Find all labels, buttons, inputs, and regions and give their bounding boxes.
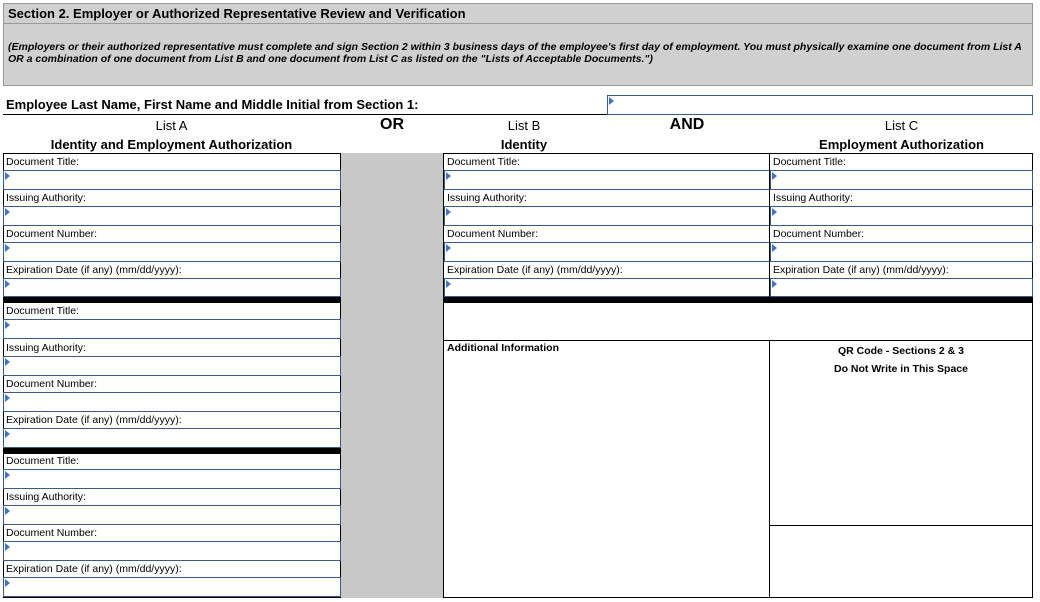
- or-divider-column: [341, 153, 443, 598]
- list-a-doc3-title-label: Document Title:: [6, 455, 79, 467]
- list-b-expiration-input[interactable]: [444, 278, 770, 297]
- employee-name-field[interactable]: [607, 95, 1033, 115]
- list-a-doc3-expiration-label: Expiration Date (if any) (mm/dd/yyyy):: [6, 563, 182, 575]
- list-a-doc2-title-label: Document Title:: [6, 305, 79, 317]
- section-2-instructions: (Employers or their authorized representative must complete and sign Section 2 within 3 business days of the employee's first day of employment. You must physically examine one document from List A OR a combination of one document from List B and one document from List C as listed on the "Lists of Acceptable Documents."): [3, 24, 1033, 86]
- list-c-expiration-label: Expiration Date (if any) (mm/dd/yyyy):: [773, 264, 949, 276]
- list-a-doc2-title-input[interactable]: [3, 319, 341, 339]
- field-marker-icon: [5, 172, 10, 180]
- list-a-doc3-issuing-label: Issuing Authority:: [6, 491, 86, 503]
- list-a-doc1-title-label: Document Title:: [6, 156, 79, 168]
- field-marker-icon: [5, 430, 10, 438]
- field-marker-icon: [5, 321, 10, 329]
- list-b-title-label: Document Title:: [447, 156, 520, 168]
- list-a-doc2-number-input[interactable]: [3, 392, 341, 412]
- field-marker-icon: [772, 280, 777, 288]
- list-a-doc3-title-input[interactable]: [3, 469, 341, 489]
- list-a-doc2-issuing-input[interactable]: [3, 356, 341, 376]
- and-label: AND: [669, 116, 705, 133]
- list-c-title-input[interactable]: [770, 170, 1033, 190]
- field-marker-icon: [5, 394, 10, 402]
- list-b-title-input[interactable]: [444, 170, 770, 190]
- qr-code-line1: QR Code - Sections 2 & 3: [837, 345, 965, 357]
- list-a-subtitle: Identity and Employment Authorization: [50, 137, 293, 152]
- list-a-doc3-expiration-input[interactable]: [3, 577, 341, 597]
- list-a-doc3-number-label: Document Number:: [6, 527, 98, 539]
- list-c-subtitle: Employment Authorization: [819, 137, 984, 152]
- field-marker-icon: [772, 172, 777, 180]
- section-2-header: Section 2. Employer or Authorized Representative Review and Verification: [3, 3, 1033, 24]
- additional-information-label: Additional Information: [447, 342, 559, 354]
- qr-code-line2: Do Not Write in This Space: [834, 363, 968, 375]
- field-marker-icon: [5, 579, 10, 587]
- list-a-doc2-expiration-input[interactable]: [3, 428, 341, 448]
- field-marker-icon: [446, 280, 451, 288]
- field-marker-icon: [5, 244, 10, 252]
- field-marker-icon: [5, 280, 10, 288]
- list-b-title: List B: [507, 118, 541, 133]
- list-a-doc2-issuing-label: Issuing Authority:: [6, 342, 86, 354]
- list-a-title: List A: [155, 118, 188, 133]
- list-a-doc3-number-input[interactable]: [3, 541, 341, 561]
- field-marker-icon: [5, 358, 10, 366]
- field-marker-icon: [772, 208, 777, 216]
- field-marker-icon: [5, 507, 10, 515]
- list-c-number-input[interactable]: [770, 242, 1033, 262]
- list-b-issuing-input[interactable]: [444, 206, 770, 226]
- field-marker-icon: [446, 244, 451, 252]
- additional-information-box[interactable]: [443, 340, 770, 598]
- list-a-doc1-expiration-input[interactable]: [3, 278, 341, 297]
- list-c-title-label: Document Title:: [773, 156, 846, 168]
- list-b-subtitle: Identity: [500, 137, 548, 152]
- list-c-issuing-label: Issuing Authority:: [773, 192, 853, 204]
- list-b-number-label: Document Number:: [447, 228, 539, 240]
- field-marker-icon: [446, 208, 451, 216]
- field-marker-icon: [446, 172, 451, 180]
- spacer-row: [443, 302, 1033, 341]
- field-marker-icon: [772, 244, 777, 252]
- list-a-doc2-number-label: Document Number:: [6, 378, 98, 390]
- or-label: OR: [380, 116, 404, 133]
- list-a-doc1-title-input[interactable]: [3, 170, 341, 190]
- list-c-issuing-input[interactable]: [770, 206, 1033, 226]
- list-c-expiration-input[interactable]: [770, 278, 1033, 297]
- list-b-issuing-label: Issuing Authority:: [447, 192, 527, 204]
- qr-lower-box: [769, 525, 1033, 598]
- employee-name-label: Employee Last Name, First Name and Middle Initial from Section 1:: [3, 95, 607, 115]
- field-marker-icon: [609, 97, 614, 105]
- list-a-doc1-issuing-label: Issuing Authority:: [6, 192, 86, 204]
- list-c-title: List C: [884, 118, 919, 133]
- list-a-doc1-expiration-label: Expiration Date (if any) (mm/dd/yyyy):: [6, 264, 182, 276]
- field-marker-icon: [5, 543, 10, 551]
- field-marker-icon: [5, 208, 10, 216]
- list-a-doc1-issuing-input[interactable]: [3, 206, 341, 226]
- list-a-doc2-expiration-label: Expiration Date (if any) (mm/dd/yyyy):: [6, 414, 182, 426]
- field-marker-icon: [5, 471, 10, 479]
- list-b-expiration-label: Expiration Date (if any) (mm/dd/yyyy):: [447, 264, 623, 276]
- list-a-doc1-number-input[interactable]: [3, 242, 341, 262]
- list-c-number-label: Document Number:: [773, 228, 865, 240]
- list-b-number-input[interactable]: [444, 242, 770, 262]
- list-a-doc3-issuing-input[interactable]: [3, 505, 341, 525]
- list-a-doc1-number-label: Document Number:: [6, 228, 98, 240]
